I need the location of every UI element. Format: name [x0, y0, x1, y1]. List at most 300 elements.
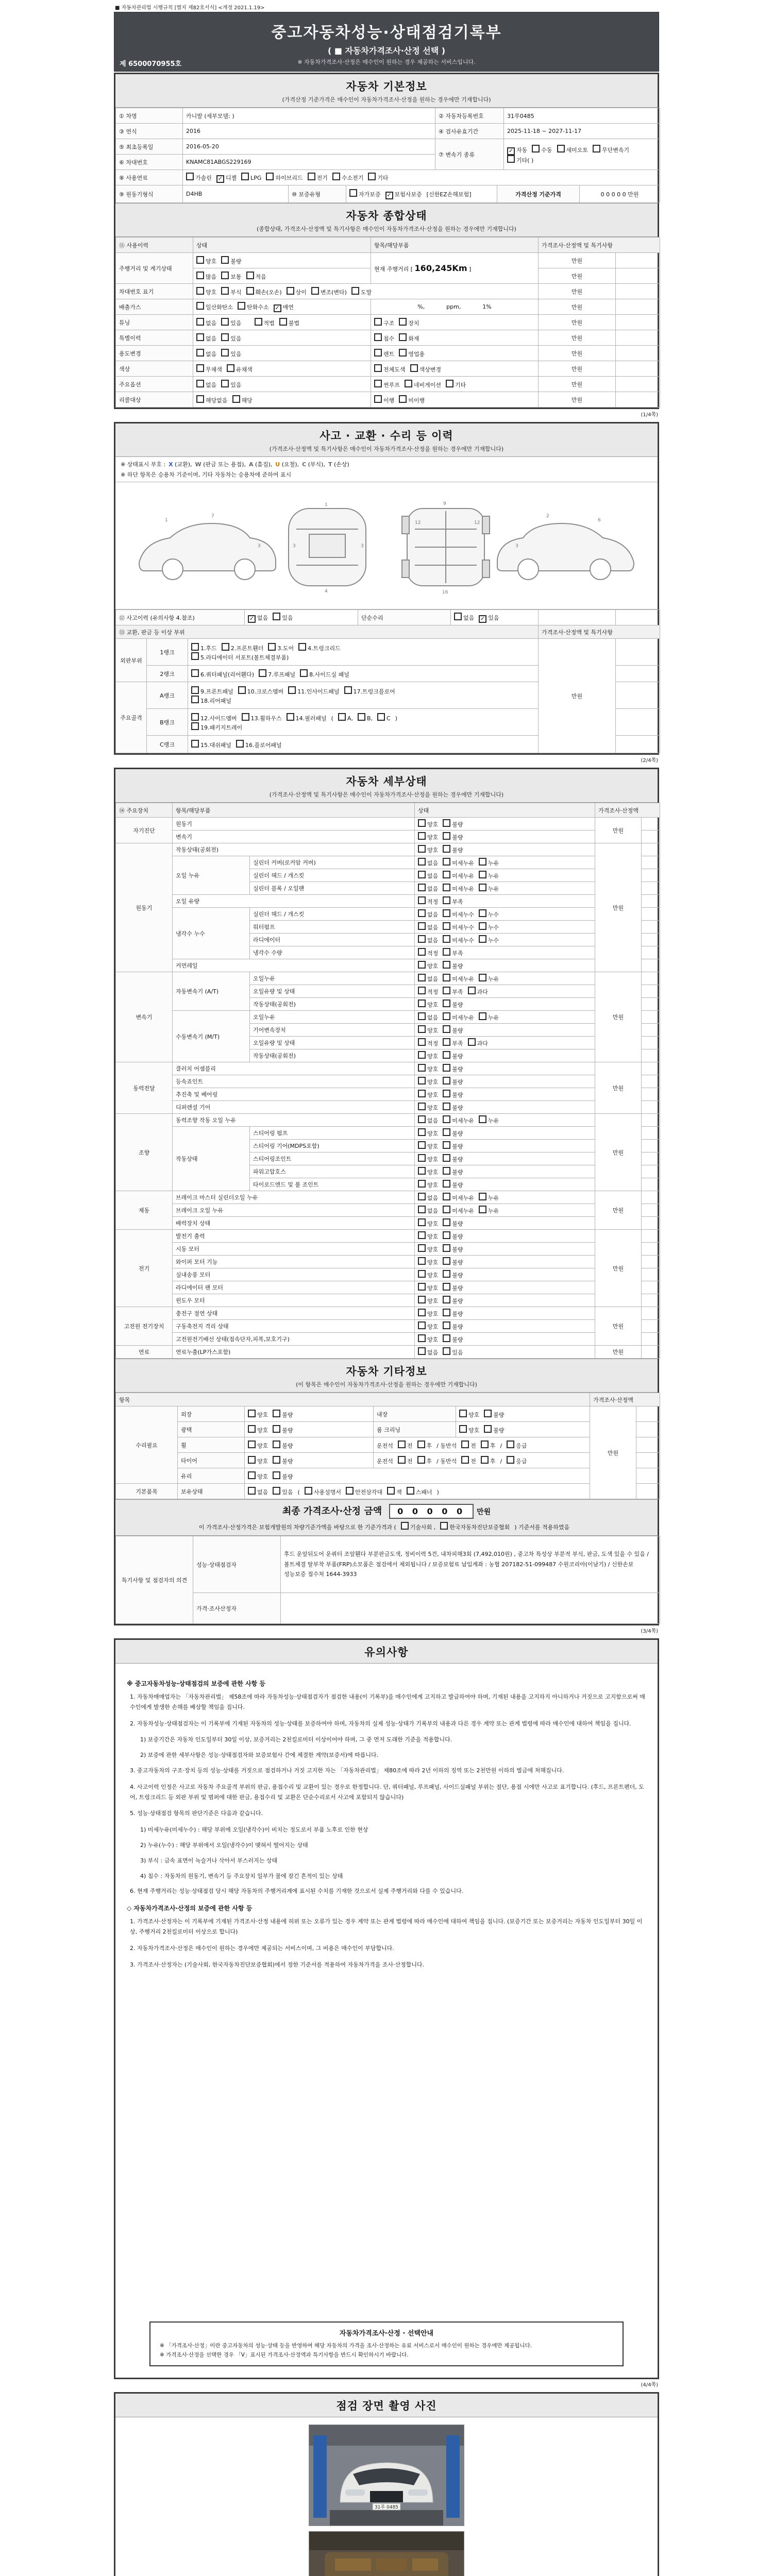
checkbox-option[interactable]: [418, 999, 438, 1009]
checkbox-option[interactable]: [532, 145, 552, 154]
checkbox-option[interactable]: [399, 318, 419, 327]
checkbox-option[interactable]: [443, 1167, 463, 1176]
checkbox-icon[interactable]: [405, 380, 412, 387]
checkbox-icon[interactable]: [418, 1296, 426, 1303]
checkbox-option[interactable]: [479, 1012, 499, 1022]
checkbox-icon[interactable]: [418, 1309, 426, 1316]
checkbox-icon[interactable]: [399, 333, 407, 341]
checkbox-icon[interactable]: [479, 974, 486, 981]
checkbox-option[interactable]: [248, 1456, 268, 1465]
checkbox-icon[interactable]: [196, 349, 204, 357]
checkbox-icon[interactable]: [443, 1064, 450, 1072]
checkbox-icon[interactable]: [191, 740, 199, 748]
checkbox-icon[interactable]: [248, 1440, 256, 1448]
checkbox-icon[interactable]: [273, 1410, 280, 1417]
checkbox-option[interactable]: [443, 896, 463, 906]
checkbox-option[interactable]: [443, 1012, 474, 1022]
checkbox-option[interactable]: [418, 1051, 438, 1060]
checkbox-option[interactable]: [191, 652, 289, 662]
checkbox-option[interactable]: [418, 1283, 438, 1292]
checkbox-option[interactable]: [443, 1321, 463, 1331]
checkbox-option[interactable]: [398, 1456, 413, 1465]
checkbox-option[interactable]: [479, 1206, 499, 1215]
checked-checkbox-icon[interactable]: ✓: [274, 304, 281, 312]
checkbox-icon[interactable]: [191, 643, 199, 651]
checkbox-icon[interactable]: [191, 713, 199, 721]
checkbox-option[interactable]: [418, 884, 438, 893]
checkbox-option[interactable]: [481, 1456, 496, 1465]
checkbox-option[interactable]: [443, 935, 474, 944]
checkbox-option[interactable]: [481, 1440, 496, 1450]
checkbox-icon[interactable]: [418, 1218, 426, 1226]
checkbox-icon[interactable]: [443, 832, 450, 840]
checkbox-option[interactable]: [418, 948, 438, 957]
checkbox-icon[interactable]: [221, 318, 229, 326]
checkbox-icon[interactable]: [507, 1440, 514, 1448]
checkbox-option[interactable]: [418, 1180, 438, 1189]
checkbox-icon[interactable]: [191, 669, 199, 677]
checkbox-icon[interactable]: [332, 173, 340, 180]
checkbox-option[interactable]: [418, 1077, 438, 1086]
checkbox-option[interactable]: [273, 1471, 293, 1481]
checkbox-option[interactable]: [507, 1440, 527, 1450]
checkbox-option[interactable]: [418, 1321, 438, 1331]
checkbox-icon[interactable]: [273, 1440, 280, 1448]
checkbox-icon[interactable]: [417, 1456, 425, 1464]
checkbox-option[interactable]: [443, 1103, 463, 1112]
checkbox-icon[interactable]: [418, 832, 426, 840]
checkbox-icon[interactable]: [418, 1283, 426, 1291]
checkbox-icon[interactable]: [418, 948, 426, 956]
checkbox-option[interactable]: [443, 884, 474, 893]
checkbox-option[interactable]: [248, 1440, 268, 1450]
checkbox-icon[interactable]: [273, 1456, 280, 1464]
checkbox-option[interactable]: [248, 1410, 268, 1419]
checkbox-option[interactable]: [479, 909, 499, 919]
checkbox-icon[interactable]: [398, 1456, 406, 1464]
checkbox-option[interactable]: [443, 1051, 463, 1060]
checkbox-icon[interactable]: [443, 1347, 450, 1355]
checkbox-icon[interactable]: [443, 1244, 450, 1252]
checkbox-icon[interactable]: [338, 713, 346, 721]
checkbox-icon[interactable]: [418, 1064, 426, 1072]
checkbox-option[interactable]: [287, 287, 307, 296]
checkbox-icon[interactable]: [418, 1270, 426, 1278]
checkbox-option[interactable]: [349, 189, 381, 198]
checkbox-option[interactable]: [266, 173, 303, 182]
checkbox-option[interactable]: [417, 1440, 432, 1450]
checkbox-icon[interactable]: [418, 974, 426, 981]
checkbox-option[interactable]: [377, 713, 391, 722]
checkbox-icon[interactable]: [443, 1167, 450, 1175]
checkbox-option[interactable]: [418, 1257, 438, 1266]
checkbox-option[interactable]: [242, 713, 282, 722]
checkbox-icon[interactable]: [418, 1012, 426, 1020]
checkbox-icon[interactable]: [418, 819, 426, 827]
checkbox-icon[interactable]: [248, 1487, 256, 1495]
checkbox-icon[interactable]: [227, 364, 234, 372]
checkbox-option[interactable]: [418, 974, 438, 983]
checkbox-option[interactable]: [479, 614, 499, 623]
checkbox-option[interactable]: [196, 302, 233, 311]
checkbox-icon[interactable]: [298, 643, 306, 651]
checkbox-icon[interactable]: [443, 1038, 450, 1046]
checkbox-option[interactable]: [443, 1077, 463, 1086]
checkbox-option[interactable]: [459, 1410, 479, 1419]
checkbox-option[interactable]: [443, 1334, 463, 1344]
checkbox-option[interactable]: [241, 173, 261, 181]
checkbox-option[interactable]: [246, 287, 282, 296]
checkbox-icon[interactable]: [221, 272, 229, 279]
checkbox-icon[interactable]: [196, 256, 204, 264]
checkbox-option[interactable]: [259, 669, 295, 679]
checkbox-option[interactable]: [418, 845, 438, 854]
checkbox-option[interactable]: [246, 272, 266, 281]
checkbox-option[interactable]: [191, 696, 231, 705]
checkbox-icon[interactable]: [443, 1309, 450, 1316]
checkbox-option[interactable]: [443, 1257, 463, 1266]
checkbox-option[interactable]: [196, 349, 216, 358]
checkbox-option[interactable]: [443, 961, 463, 970]
checkbox-option[interactable]: [298, 643, 341, 652]
checkbox-icon[interactable]: [273, 613, 280, 620]
checkbox-option[interactable]: [300, 669, 349, 679]
checkbox-option[interactable]: [418, 871, 438, 880]
checkbox-option[interactable]: [196, 380, 216, 389]
checked-checkbox-icon[interactable]: ✓: [479, 615, 486, 623]
checkbox-icon[interactable]: [418, 1090, 426, 1097]
checkbox-option[interactable]: [374, 318, 394, 327]
checkbox-icon[interactable]: [377, 713, 385, 721]
checkbox-icon[interactable]: [593, 145, 600, 152]
checkbox-icon[interactable]: [417, 1440, 425, 1448]
checkbox-icon[interactable]: [443, 909, 450, 917]
checkbox-option[interactable]: [418, 1115, 438, 1125]
checkbox-icon[interactable]: [443, 1154, 450, 1162]
checkbox-icon[interactable]: [418, 1103, 426, 1110]
checkbox-option[interactable]: [443, 1090, 463, 1099]
checkbox-icon[interactable]: [479, 884, 486, 891]
checkbox-icon[interactable]: [443, 922, 450, 930]
checkbox-option[interactable]: [332, 173, 364, 182]
checkbox-option[interactable]: [418, 1154, 438, 1163]
checkbox-option[interactable]: [418, 1012, 438, 1022]
checkbox-option[interactable]: [238, 302, 269, 311]
checkbox-icon[interactable]: [418, 961, 426, 969]
checkbox-icon[interactable]: [374, 364, 382, 372]
checkbox-icon[interactable]: [358, 713, 365, 721]
checkbox-icon[interactable]: [191, 652, 199, 660]
checkbox-icon[interactable]: [248, 1410, 256, 1417]
checkbox-icon[interactable]: [443, 1103, 450, 1110]
checkbox-option[interactable]: [398, 1440, 413, 1450]
checkbox-icon[interactable]: [346, 1487, 354, 1495]
checkbox-icon[interactable]: [236, 740, 244, 748]
checkbox-icon[interactable]: [246, 287, 254, 295]
checkbox-option[interactable]: [443, 922, 474, 931]
checkbox-option[interactable]: [443, 1064, 463, 1073]
checkbox-option[interactable]: [443, 819, 463, 828]
checkbox-option[interactable]: [221, 333, 241, 343]
checkbox-icon[interactable]: [191, 696, 199, 703]
checkbox-option[interactable]: [443, 1206, 474, 1215]
checkbox-option[interactable]: [273, 613, 293, 622]
checkbox-option[interactable]: [248, 614, 268, 623]
checkbox-icon[interactable]: [443, 1231, 450, 1239]
checkbox-icon[interactable]: [418, 1154, 426, 1162]
checkbox-icon[interactable]: [507, 155, 515, 163]
checkbox-option[interactable]: [311, 287, 347, 296]
checkbox-icon[interactable]: [418, 845, 426, 853]
checkbox-option[interactable]: [387, 1487, 402, 1496]
checkbox-option[interactable]: [248, 1487, 268, 1496]
checkbox-option[interactable]: [418, 922, 438, 931]
checkbox-icon[interactable]: [443, 819, 450, 827]
checkbox-option[interactable]: [479, 871, 499, 880]
checkbox-icon[interactable]: [418, 1206, 426, 1213]
checked-checkbox-icon[interactable]: ✓: [248, 615, 256, 623]
checkbox-icon[interactable]: [349, 189, 357, 197]
checkbox-icon[interactable]: [418, 1347, 426, 1355]
checkbox-option[interactable]: [484, 1410, 504, 1419]
checkbox-icon[interactable]: [221, 333, 229, 341]
checkbox-option[interactable]: [374, 364, 406, 374]
checkbox-icon[interactable]: [418, 1244, 426, 1252]
checkbox-icon[interactable]: [443, 858, 450, 866]
checkbox-icon[interactable]: [418, 1115, 426, 1123]
checkbox-icon[interactable]: [305, 1487, 312, 1495]
checkbox-option[interactable]: [443, 1270, 463, 1279]
checkbox-option[interactable]: [593, 145, 629, 154]
checkbox-option[interactable]: [418, 1206, 438, 1215]
checkbox-icon[interactable]: [443, 1296, 450, 1303]
checkbox-icon[interactable]: [443, 1180, 450, 1188]
checkbox-icon[interactable]: [418, 922, 426, 930]
checkbox-option[interactable]: [273, 1487, 293, 1496]
checkbox-option[interactable]: [374, 349, 394, 358]
checkbox-icon[interactable]: [479, 935, 486, 943]
checkbox-option[interactable]: [418, 1038, 438, 1047]
checkbox-icon[interactable]: [443, 1128, 450, 1136]
checkbox-option[interactable]: [196, 287, 216, 296]
checkbox-icon[interactable]: [443, 1334, 450, 1342]
checkbox-option[interactable]: [479, 922, 499, 931]
checkbox-option[interactable]: [484, 1425, 504, 1434]
checkbox-icon[interactable]: [221, 380, 229, 387]
checkbox-option[interactable]: [273, 1410, 293, 1419]
checkbox-icon[interactable]: [418, 1257, 426, 1265]
checkbox-icon[interactable]: [221, 287, 229, 295]
checkbox-icon[interactable]: [479, 909, 486, 917]
checkbox-option[interactable]: [191, 686, 233, 696]
checkbox-icon[interactable]: [418, 935, 426, 943]
checkbox-icon[interactable]: [446, 380, 453, 387]
checkbox-icon[interactable]: [557, 145, 565, 152]
checkbox-icon[interactable]: [443, 884, 450, 891]
checkbox-option[interactable]: [443, 1296, 463, 1305]
checkbox-option[interactable]: [405, 380, 441, 389]
checkbox-option[interactable]: [443, 1141, 463, 1150]
checkbox-icon[interactable]: [479, 1012, 486, 1020]
checkbox-option[interactable]: [273, 1425, 293, 1434]
checkbox-option[interactable]: [468, 987, 488, 996]
checkbox-icon[interactable]: [407, 1487, 414, 1495]
checkbox-option[interactable]: [479, 974, 499, 983]
checkbox-icon[interactable]: [468, 1038, 476, 1046]
checkbox-icon[interactable]: [266, 173, 274, 180]
checkbox-option[interactable]: [443, 1347, 463, 1357]
checkbox-icon[interactable]: [507, 1456, 514, 1464]
checkbox-icon[interactable]: [255, 318, 262, 326]
checkbox-option[interactable]: [454, 613, 474, 622]
checkbox-option[interactable]: [440, 1522, 510, 1531]
checkbox-option[interactable]: [443, 1231, 463, 1241]
checkbox-icon[interactable]: [468, 987, 476, 994]
checkbox-icon[interactable]: [196, 287, 204, 295]
checkbox-icon[interactable]: [308, 173, 315, 180]
checkbox-option[interactable]: [221, 380, 241, 389]
checkbox-icon[interactable]: [443, 974, 450, 981]
checkbox-option[interactable]: [191, 643, 217, 652]
checkbox-option[interactable]: [236, 740, 282, 749]
checkbox-option[interactable]: [443, 948, 463, 957]
checkbox-option[interactable]: [418, 1090, 438, 1099]
checkbox-icon[interactable]: [399, 349, 407, 357]
checkbox-icon[interactable]: [232, 395, 240, 403]
checkbox-option[interactable]: [443, 999, 463, 1009]
checkbox-option[interactable]: [507, 1456, 527, 1465]
checkbox-icon[interactable]: [191, 722, 199, 730]
checkbox-icon[interactable]: [443, 1051, 450, 1059]
checkbox-option[interactable]: [443, 858, 474, 867]
checkbox-icon[interactable]: [440, 1522, 448, 1530]
checkbox-option[interactable]: [461, 1456, 476, 1465]
checkbox-icon[interactable]: [401, 1522, 409, 1530]
checkbox-option[interactable]: [191, 722, 242, 732]
checkbox-option[interactable]: [418, 1128, 438, 1138]
checkbox-option[interactable]: [418, 896, 438, 906]
checkbox-option[interactable]: [418, 1064, 438, 1073]
checkbox-icon[interactable]: [443, 1115, 450, 1123]
checkbox-option[interactable]: [351, 287, 372, 296]
checkbox-option[interactable]: [273, 1440, 293, 1450]
checkbox-icon[interactable]: [443, 1193, 450, 1200]
checkbox-icon[interactable]: [443, 871, 450, 878]
checkbox-icon[interactable]: [481, 1440, 489, 1448]
checkbox-icon[interactable]: [196, 318, 204, 326]
checkbox-icon[interactable]: [374, 333, 382, 341]
checkbox-option[interactable]: [399, 395, 425, 404]
checkbox-icon[interactable]: [238, 302, 245, 310]
checkbox-icon[interactable]: [191, 686, 199, 694]
checkbox-option[interactable]: [557, 145, 589, 154]
checkbox-icon[interactable]: [418, 871, 426, 878]
checkbox-icon[interactable]: [374, 318, 382, 326]
checkbox-option[interactable]: [443, 987, 463, 996]
checkbox-icon[interactable]: [196, 333, 204, 341]
checkbox-icon[interactable]: [443, 935, 450, 943]
checkbox-icon[interactable]: [418, 1038, 426, 1046]
checkbox-icon[interactable]: [246, 272, 254, 279]
checkbox-option[interactable]: [418, 1193, 438, 1202]
checkbox-option[interactable]: [479, 1115, 499, 1125]
checkbox-option[interactable]: [418, 1167, 438, 1176]
checkbox-icon[interactable]: [418, 1025, 426, 1033]
checkbox-icon[interactable]: [410, 364, 418, 372]
checkbox-icon[interactable]: [481, 1456, 489, 1464]
checkbox-icon[interactable]: [374, 349, 382, 357]
checkbox-icon[interactable]: [387, 1487, 395, 1495]
checkbox-icon[interactable]: [196, 302, 204, 310]
checkbox-option[interactable]: [248, 1471, 268, 1481]
checkbox-icon[interactable]: [248, 1456, 256, 1464]
checkbox-option[interactable]: [459, 1425, 479, 1434]
checkbox-option[interactable]: [305, 1487, 341, 1496]
checkbox-icon[interactable]: [443, 845, 450, 853]
checkbox-icon[interactable]: [418, 1321, 426, 1329]
checkbox-option[interactable]: [468, 1038, 488, 1047]
checkbox-option[interactable]: [196, 318, 216, 327]
checkbox-icon[interactable]: [418, 1334, 426, 1342]
checkbox-option[interactable]: [222, 643, 264, 652]
checkbox-option[interactable]: [507, 146, 527, 155]
checkbox-icon[interactable]: [273, 1471, 280, 1479]
checkbox-option[interactable]: [443, 909, 474, 919]
checkbox-icon[interactable]: [461, 1440, 469, 1448]
checkbox-option[interactable]: [461, 1440, 476, 1450]
checkbox-option[interactable]: [443, 1115, 474, 1125]
checkbox-icon[interactable]: [196, 364, 204, 372]
checkbox-option[interactable]: [479, 935, 499, 944]
checkbox-icon[interactable]: [418, 987, 426, 994]
checkbox-option[interactable]: [274, 303, 294, 312]
checkbox-option[interactable]: [338, 713, 353, 722]
checkbox-icon[interactable]: [279, 318, 287, 326]
checkbox-option[interactable]: [418, 819, 438, 828]
checkbox-option[interactable]: [191, 669, 254, 679]
checkbox-icon[interactable]: [418, 884, 426, 891]
checkbox-icon[interactable]: [454, 613, 462, 620]
checkbox-option[interactable]: [358, 713, 373, 722]
checkbox-option[interactable]: [418, 858, 438, 867]
checkbox-icon[interactable]: [443, 1206, 450, 1213]
checkbox-option[interactable]: [443, 1154, 463, 1163]
checkbox-icon[interactable]: [221, 256, 229, 264]
checkbox-icon[interactable]: [443, 1218, 450, 1226]
checkbox-icon[interactable]: [479, 922, 486, 930]
checkbox-option[interactable]: [374, 395, 394, 404]
checkbox-option[interactable]: [273, 1456, 293, 1465]
checkbox-icon[interactable]: [398, 1440, 406, 1448]
checkbox-icon[interactable]: [443, 1257, 450, 1265]
checkbox-option[interactable]: [385, 190, 422, 199]
checkbox-option[interactable]: [443, 1309, 463, 1318]
checkbox-icon[interactable]: [196, 395, 204, 403]
checkbox-icon[interactable]: [351, 287, 359, 295]
checkbox-option[interactable]: [221, 349, 241, 358]
checkbox-icon[interactable]: [259, 669, 266, 677]
checkbox-icon[interactable]: [443, 961, 450, 969]
checkbox-icon[interactable]: [418, 1128, 426, 1136]
checkbox-icon[interactable]: [443, 1090, 450, 1097]
checkbox-option[interactable]: [401, 1522, 436, 1531]
checkbox-option[interactable]: [418, 909, 438, 919]
checkbox-icon[interactable]: [443, 1025, 450, 1033]
checkbox-option[interactable]: [196, 395, 228, 404]
checkbox-option[interactable]: [479, 858, 499, 867]
checkbox-icon[interactable]: [418, 1180, 426, 1188]
checkbox-icon[interactable]: [374, 380, 382, 387]
